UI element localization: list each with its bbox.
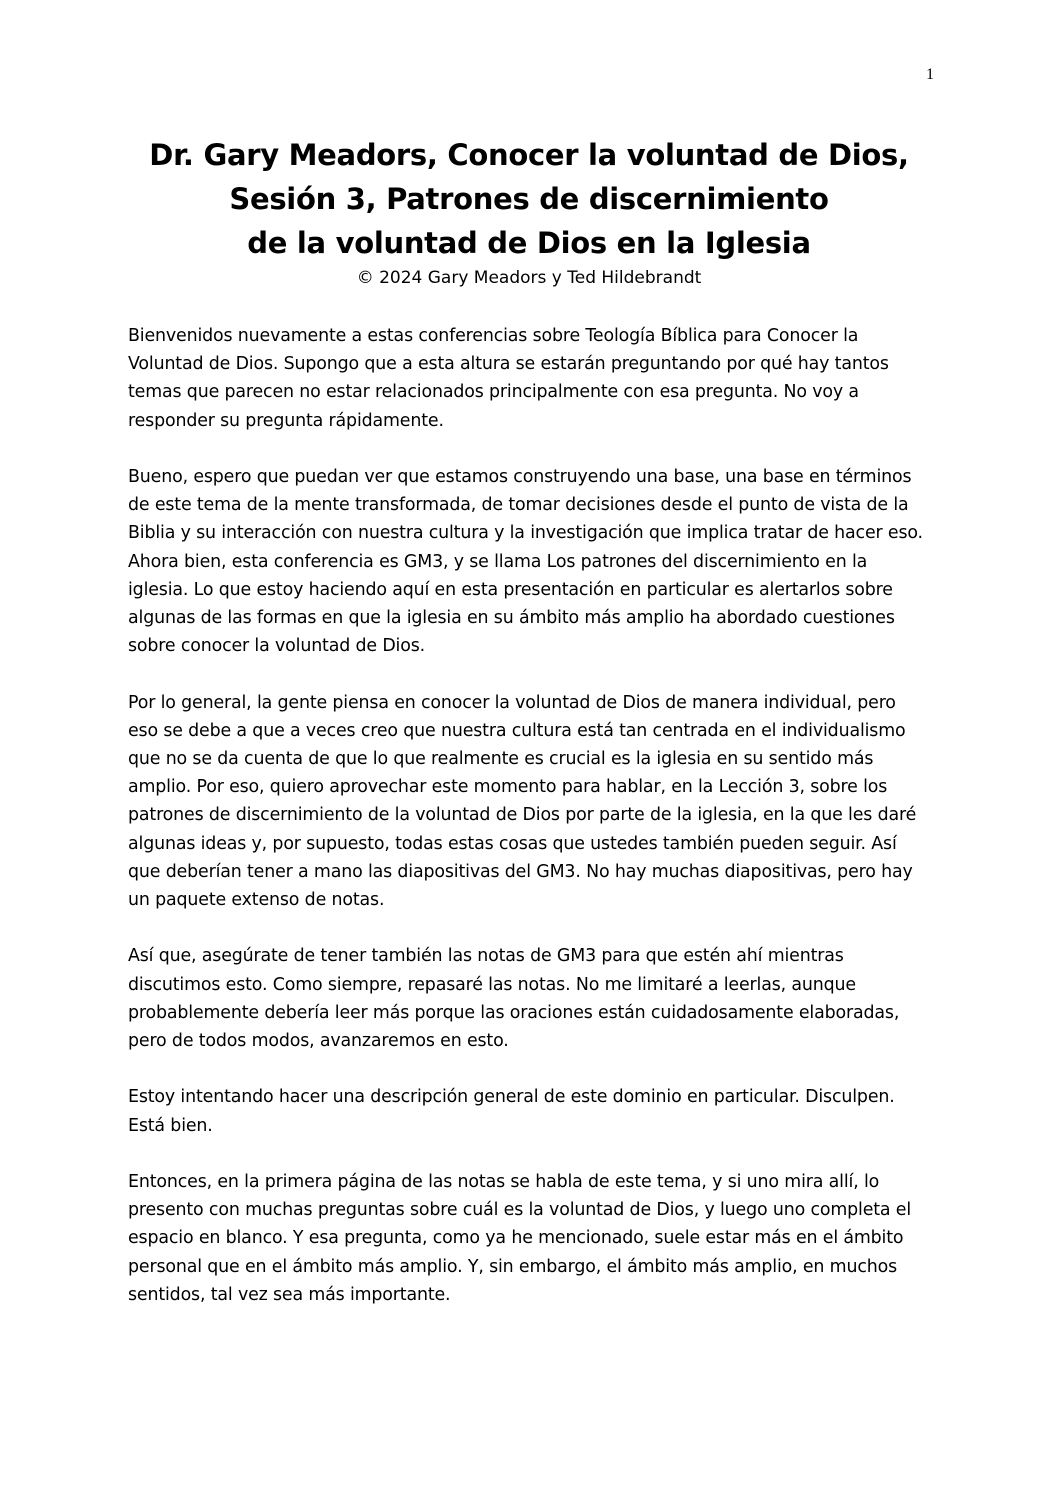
paragraph-2: Bueno, espero que puedan ver que estamos construyendo una base, una base en términos de este tema de la mente transformada, de tomar decisiones desde el punto de vista de la Biblia y su interacción con nuestra cultura y la investigación que implica tratar de hacer eso. Ahora bien, esta conferencia es GM3, y se llama Los patrones del discernimiento en la iglesia. Lo que estoy haciendo aquí en esta presentación en particular es alertarlos sobre algunas de las formas en que la iglesia en su ámbito más amplio ha abordado cuestiones sobre conocer la voluntad de Dios. bbox=[128, 467, 923, 657]
document-header bbox=[128, 133, 930, 291]
paragraph-5: Estoy intentando hacer una descripción general de este dominio en particular. Disculpen. Está bien. bbox=[128, 1087, 895, 1136]
copyright-notice: © 2024 Gary Meadors y Ted Hildebrandt bbox=[356, 268, 702, 288]
paragraph-6: Entonces, en la primera página de las notas se habla de este tema, y si uno mira allí, lo presento con muchas preguntas sobre cuál es la voluntad de Dios, y luego uno completa el espacio en blanco. Y esa pregunta, como ya he mencionado, suele estar más en el ámbito personal que en el ámbito más amplio. Y, sin embargo, el ámbito más amplio, en muchos sentidos, tal vez sea más importante. bbox=[128, 1172, 912, 1305]
paragraph-4: Así que, asegúrate de tener también las notas de GM3 para que estén ahí mientras discutimos esto. Como siempre, repasaré las notas. No me limitaré a leerlas, aunque probablemente debería leer más porque las oraciones están cuidadosamente elaboradas, pero de todos modos, avanzaremos en esto. bbox=[128, 946, 900, 1052]
document-title-line-3: de la voluntad de Dios en la Iglesia bbox=[247, 226, 811, 260]
document-body bbox=[128, 322, 930, 1337]
document-title-line-1: Dr. Gary Meadors, Conocer la voluntad de Dios, bbox=[149, 138, 909, 172]
document-title-line-2: Sesión 3, Patrones de discernimiento bbox=[229, 182, 829, 216]
page-number: 1 bbox=[926, 66, 934, 83]
paragraph-3: Por lo general, la gente piensa en conocer la voluntad de Dios de manera individual, pero eso se debe a que a veces creo que nuestra cultura está tan centrada en el individualismo que no se da cuenta de que lo que realmente es crucial es la iglesia en su sentido más amplio. Por eso, quiero aprovechar este momento para hablar, en la Lección 3, sobre los patrones de discernimiento de la voluntad de Dios por parte de la iglesia, en la que les daré algunas ideas y, por supuesto, todas estas cosas que ustedes también pueden seguir. Así que deberían tener a mano las diapositivas del GM3. No hay muchas diapositivas, pero hay un paquete extenso de notas. bbox=[128, 692, 917, 911]
paragraph-1: Bienvenidos nuevamente a estas conferencias sobre Teología Bíblica para Conocer la Voluntad de Dios. Supongo que a esta altura se estarán preguntando por qué hay tantos temas que parecen no estar relacionados principalmente con esa pregunta. No voy a responder su pregunta rápidamente. bbox=[128, 326, 889, 431]
